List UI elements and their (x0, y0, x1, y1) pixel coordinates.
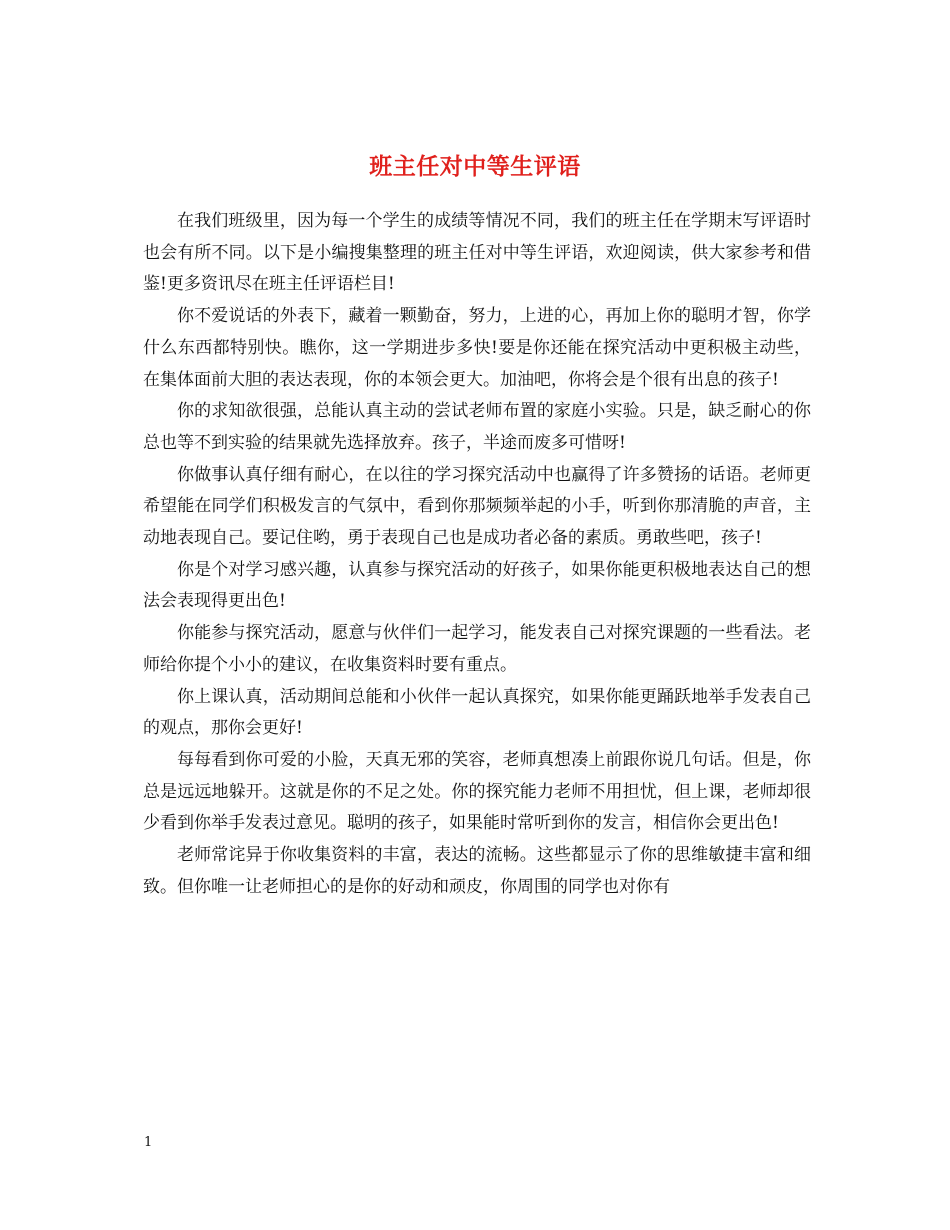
paragraph: 老师常诧异于你收集资料的丰富，表达的流畅。这些都显示了你的思维敏捷丰富和细致。但你唯一让老师担心的是你的好动和顽皮，你周围的同学也对你有 (143, 845, 811, 897)
paragraph: 你不爱说话的外表下，藏着一颗勤奋，努力，上进的心，再加上你的聪明才智，你学什么东西都特别快。瞧你，这一学期进步多快!要是你还能在探究活动中更积极主动些，在集体面前大胆的表达表现，你的本领会更大。加油吧，你将会是个很有出息的孩子! (143, 306, 811, 390)
document-title: 班主任对中等生评语 (369, 153, 581, 181)
page-number: 1 (144, 1135, 153, 1150)
paragraph: 在我们班级里，因为每一个学生的成绩等情况不同，我们的班主任在学期末写评语时也会有所不同。以下是小编搜集整理的班主任对中等生评语，欢迎阅读，供大家参考和借鉴!更多资讯尽在班主任评语栏目! (143, 211, 811, 295)
paragraph: 你能参与探究活动，愿意与伙伴们一起学习，能发表自己对探究课题的一些看法。老师给你提个小小的建议，在收集资料时要有重点。 (143, 623, 811, 675)
paragraph: 你的求知欲很强，总能认真主动的尝试老师布置的家庭小实验。只是，缺乏耐心的你总也等不到实验的结果就先选择放弃。孩子，半途而废多可惜呀! (143, 401, 811, 453)
paragraph: 每每看到你可爱的小脸，天真无邪的笑容，老师真想凑上前跟你说几句话。但是，你总是远远地躲开。这就是你的不足之处。你的探究能力老师不用担忧，但上课，老师却很少看到你举手发表过意见。聪明的孩子，如果能时常听到你的发言，相信你会更出色! (143, 749, 811, 834)
paragraph: 你上课认真，活动期间总能和小伙伴一起认真探究，如果你能更踊跃地举手发表自己的观点，那你会更好! (143, 686, 811, 739)
paragraph: 你是个对学习感兴趣，认真参与探究活动的好孩子，如果你能更积极地表达自己的想法会表现得更出色! (143, 559, 811, 612)
paragraph: 你做事认真仔细有耐心，在以往的学习探究活动中也赢得了许多赞扬的话语。老师更希望能在同学们积极发言的气氛中，看到你那频频举起的小手，听到你那清脆的声音，主动地表现自己。要记住哟，勇于表现自己也是成功者必备的素质。勇敢些吧，孩子! (143, 464, 811, 549)
document-body (143, 206, 811, 903)
